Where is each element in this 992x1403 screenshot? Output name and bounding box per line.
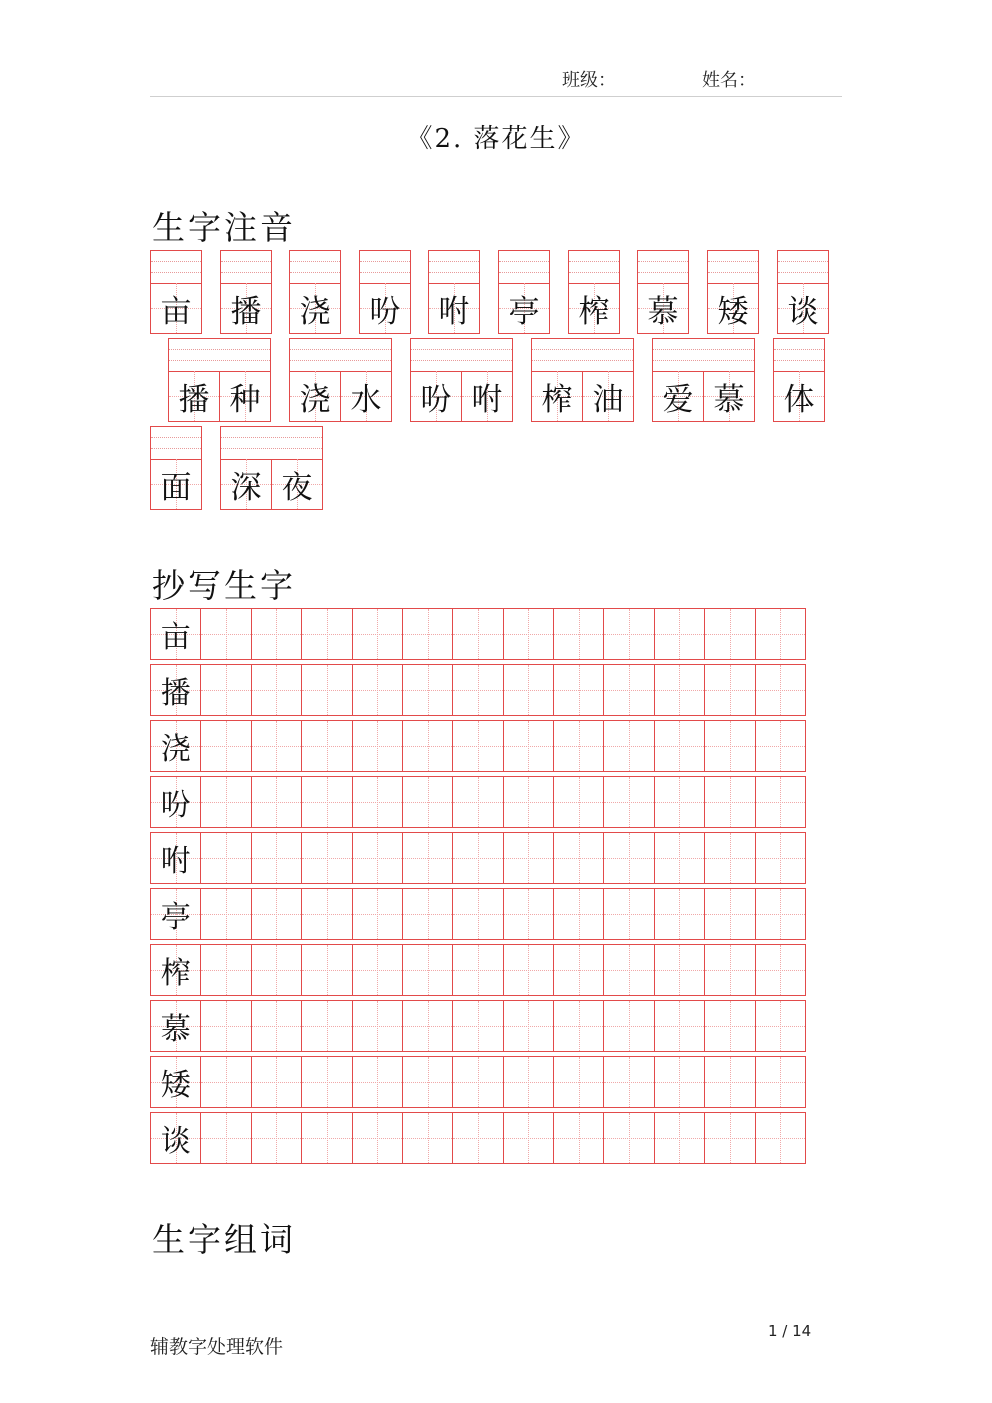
pinyin-box: [289, 338, 392, 422]
pinyin-box: [150, 426, 202, 510]
character: 榨: [541, 381, 573, 418]
model-character-cell: [150, 608, 201, 660]
model-character-cell: [150, 1000, 201, 1052]
pinyin-box: [531, 338, 634, 422]
practice-cell[interactable]: [704, 1056, 755, 1108]
pinyin-box: [168, 338, 271, 422]
character-cell: [703, 371, 754, 421]
header-divider: [150, 96, 842, 97]
practice-cell[interactable]: [251, 720, 302, 772]
character: 亩: [160, 293, 192, 330]
practice-cell[interactable]: [402, 1056, 453, 1108]
character-cell: [340, 371, 391, 421]
pinyin-writing-line[interactable]: [169, 339, 270, 372]
practice-cell[interactable]: [553, 720, 604, 772]
practice-cell[interactable]: [452, 1000, 503, 1052]
model-character-cell: [150, 944, 201, 996]
model-character: 播: [160, 676, 191, 711]
character-cell: [290, 283, 340, 333]
practice-cell[interactable]: [755, 1000, 806, 1052]
pinyin-writing-line[interactable]: [151, 251, 201, 284]
character: 夜: [281, 469, 313, 506]
pinyin-box: [220, 250, 272, 334]
practice-cell[interactable]: [603, 608, 654, 660]
practice-cell[interactable]: [251, 944, 302, 996]
practice-cell[interactable]: [654, 832, 705, 884]
pinyin-box: [498, 250, 550, 334]
character: 播: [178, 381, 210, 418]
section-heading-copy: 抄写生字: [152, 566, 296, 605]
practice-cell[interactable]: [402, 720, 453, 772]
character: 面: [160, 469, 192, 506]
pinyin-box: [707, 250, 759, 334]
practice-cell[interactable]: [654, 776, 705, 828]
practice-cell[interactable]: [654, 888, 705, 940]
character-cell: [582, 371, 633, 421]
practice-cell[interactable]: [452, 1112, 503, 1164]
model-character-cell: [150, 1112, 201, 1164]
practice-cell[interactable]: [402, 1112, 453, 1164]
pinyin-writing-line[interactable]: [360, 251, 410, 284]
practice-cell[interactable]: [654, 1056, 705, 1108]
practice-cell[interactable]: [704, 720, 755, 772]
pinyin-writing-line[interactable]: [653, 339, 754, 372]
model-character: 亭: [160, 900, 191, 935]
practice-cell[interactable]: [503, 1000, 554, 1052]
practice-cell[interactable]: [603, 1056, 654, 1108]
practice-cell[interactable]: [402, 608, 453, 660]
model-character: 浇: [160, 732, 191, 767]
practice-cell[interactable]: [251, 1112, 302, 1164]
practice-cell[interactable]: [654, 1000, 705, 1052]
practice-cell[interactable]: [603, 1112, 654, 1164]
character-cell: [151, 283, 201, 333]
practice-cell[interactable]: [503, 1056, 554, 1108]
character: 吩: [420, 381, 452, 418]
pinyin-writing-line[interactable]: [290, 251, 340, 284]
practice-cell[interactable]: [603, 888, 654, 940]
pinyin-box: [150, 250, 202, 334]
practice-cell[interactable]: [301, 1112, 352, 1164]
character: 吩: [369, 293, 401, 330]
character: 油: [592, 381, 624, 418]
practice-cell[interactable]: [704, 608, 755, 660]
model-character: 慕: [160, 1012, 191, 1047]
practice-cell[interactable]: [301, 832, 352, 884]
practice-cell[interactable]: [352, 1000, 403, 1052]
practice-cell[interactable]: [704, 1000, 755, 1052]
copy-row: [150, 776, 818, 828]
practice-cell[interactable]: [301, 1000, 352, 1052]
practice-cell[interactable]: [402, 1000, 453, 1052]
practice-cell[interactable]: [452, 888, 503, 940]
model-character: 吩: [160, 788, 191, 823]
practice-cell[interactable]: [654, 1112, 705, 1164]
practice-cell[interactable]: [553, 1112, 604, 1164]
section-heading-pinyin: 生字注音: [152, 208, 296, 247]
character-cell: [169, 371, 219, 421]
practice-cell[interactable]: [251, 832, 302, 884]
practice-cell[interactable]: [755, 1112, 806, 1164]
pinyin-writing-line[interactable]: [774, 339, 824, 372]
character: 深: [230, 469, 262, 506]
practice-cell[interactable]: [654, 608, 705, 660]
pinyin-writing-line[interactable]: [532, 339, 633, 372]
practice-cell[interactable]: [755, 608, 806, 660]
pinyin-box: [777, 250, 829, 334]
practice-cell[interactable]: [352, 720, 403, 772]
practice-cell[interactable]: [352, 776, 403, 828]
character-cell: [569, 283, 619, 333]
practice-cell[interactable]: [503, 832, 554, 884]
copy-row: [150, 1056, 818, 1108]
practice-cell[interactable]: [553, 944, 604, 996]
practice-cell[interactable]: [402, 888, 453, 940]
character: 播: [230, 293, 262, 330]
model-character-cell: [150, 776, 201, 828]
pinyin-writing-line[interactable]: [151, 427, 201, 460]
practice-cell[interactable]: [352, 832, 403, 884]
character: 种: [229, 381, 261, 418]
practice-cell[interactable]: [755, 664, 806, 716]
pinyin-writing-line[interactable]: [429, 251, 479, 284]
character-cell: [461, 371, 512, 421]
practice-cell[interactable]: [251, 1056, 302, 1108]
practice-cell[interactable]: [755, 888, 806, 940]
character: 咐: [438, 293, 470, 330]
character-cell: [271, 459, 322, 509]
practice-cell[interactable]: [704, 1112, 755, 1164]
practice-cell[interactable]: [654, 664, 705, 716]
practice-cell[interactable]: [755, 720, 806, 772]
practice-cell[interactable]: [704, 944, 755, 996]
practice-cell[interactable]: [251, 776, 302, 828]
character: 谈: [787, 293, 819, 330]
copy-row: [150, 664, 818, 716]
character: 榨: [578, 293, 610, 330]
practice-cell[interactable]: [402, 944, 453, 996]
practice-cell[interactable]: [301, 720, 352, 772]
practice-cell[interactable]: [603, 1000, 654, 1052]
practice-cell[interactable]: [301, 944, 352, 996]
character-cell: [708, 283, 758, 333]
copy-row: [150, 608, 818, 660]
model-character-cell: [150, 720, 201, 772]
practice-cell[interactable]: [452, 944, 503, 996]
model-character: 榨: [160, 956, 191, 991]
practice-cell[interactable]: [603, 944, 654, 996]
pinyin-box: [637, 250, 689, 334]
practice-cell[interactable]: [704, 664, 755, 716]
practice-cell[interactable]: [553, 608, 604, 660]
practice-cell[interactable]: [654, 944, 705, 996]
character-cell: [290, 371, 340, 421]
character-cell: [411, 371, 461, 421]
practice-cell[interactable]: [755, 832, 806, 884]
practice-cell[interactable]: [503, 720, 554, 772]
practice-cell[interactable]: [452, 608, 503, 660]
practice-cell[interactable]: [452, 664, 503, 716]
character-cell: [151, 459, 201, 509]
practice-cell[interactable]: [603, 832, 654, 884]
practice-cell[interactable]: [603, 720, 654, 772]
practice-cell[interactable]: [200, 832, 251, 884]
copy-row: [150, 720, 818, 772]
copy-row: [150, 944, 818, 996]
practice-cell[interactable]: [503, 664, 554, 716]
pinyin-writing-line[interactable]: [569, 251, 619, 284]
copy-row: [150, 1000, 818, 1052]
practice-cell[interactable]: [503, 944, 554, 996]
practice-cell[interactable]: [200, 888, 251, 940]
practice-cell[interactable]: [352, 608, 403, 660]
character-cell: [778, 283, 828, 333]
character: 亭: [508, 293, 540, 330]
character-cell: [221, 283, 271, 333]
practice-cell[interactable]: [301, 664, 352, 716]
character: 爱: [662, 381, 694, 418]
practice-cell[interactable]: [200, 776, 251, 828]
model-character-cell: [150, 888, 201, 940]
practice-cell[interactable]: [402, 832, 453, 884]
practice-cell[interactable]: [352, 944, 403, 996]
pinyin-box: [220, 426, 323, 510]
practice-cell[interactable]: [251, 664, 302, 716]
character-cell: [532, 371, 582, 421]
character-cell: [638, 283, 688, 333]
pinyin-writing-line[interactable]: [708, 251, 758, 284]
practice-cell[interactable]: [603, 664, 654, 716]
practice-cell[interactable]: [654, 720, 705, 772]
pinyin-box: [652, 338, 755, 422]
footer-software-name: 辅教字处理软件: [150, 1336, 284, 1358]
character: 慕: [713, 381, 745, 418]
practice-cell[interactable]: [553, 832, 604, 884]
practice-cell[interactable]: [603, 776, 654, 828]
name-label: 姓名：: [702, 70, 756, 91]
practice-cell[interactable]: [503, 776, 554, 828]
character-cell: [221, 459, 271, 509]
practice-cell[interactable]: [553, 888, 604, 940]
practice-cell[interactable]: [251, 1000, 302, 1052]
practice-cell[interactable]: [301, 608, 352, 660]
practice-cell[interactable]: [755, 944, 806, 996]
model-character-cell: [150, 1056, 201, 1108]
practice-cell[interactable]: [503, 888, 554, 940]
character-cell: [429, 283, 479, 333]
model-character: 谈: [160, 1124, 191, 1159]
practice-cell[interactable]: [553, 1000, 604, 1052]
pinyin-box: [410, 338, 513, 422]
practice-cell[interactable]: [452, 832, 503, 884]
practice-cell[interactable]: [402, 776, 453, 828]
practice-cell[interactable]: [352, 1112, 403, 1164]
model-character-cell: [150, 832, 201, 884]
practice-cell[interactable]: [352, 1056, 403, 1108]
practice-cell[interactable]: [503, 1112, 554, 1164]
character: 矮: [717, 293, 749, 330]
pinyin-writing-line[interactable]: [499, 251, 549, 284]
practice-cell[interactable]: [402, 664, 453, 716]
pinyin-box: [773, 338, 825, 422]
practice-cell[interactable]: [553, 776, 604, 828]
pinyin-writing-line[interactable]: [411, 339, 512, 372]
class-label: 班级：: [562, 70, 616, 91]
practice-cell[interactable]: [251, 608, 302, 660]
practice-cell[interactable]: [755, 776, 806, 828]
pinyin-writing-line[interactable]: [778, 251, 828, 284]
practice-cell[interactable]: [200, 1112, 251, 1164]
pinyin-writing-line[interactable]: [638, 251, 688, 284]
character: 体: [783, 381, 815, 418]
practice-cell[interactable]: [704, 832, 755, 884]
practice-cell[interactable]: [200, 1000, 251, 1052]
copy-row: [150, 1112, 818, 1164]
practice-cell[interactable]: [704, 888, 755, 940]
practice-cell[interactable]: [352, 664, 403, 716]
copy-row: [150, 888, 818, 940]
model-character: 咐: [160, 844, 191, 879]
character-cell: [360, 283, 410, 333]
practice-cell[interactable]: [352, 888, 403, 940]
practice-cell[interactable]: [200, 1056, 251, 1108]
practice-cell[interactable]: [503, 608, 554, 660]
pinyin-writing-line[interactable]: [221, 251, 271, 284]
practice-cell[interactable]: [452, 776, 503, 828]
character: 浇: [299, 293, 331, 330]
character-cell: [653, 371, 703, 421]
practice-cell[interactable]: [200, 664, 251, 716]
character: 水: [350, 381, 382, 418]
practice-cell[interactable]: [251, 888, 302, 940]
practice-cell[interactable]: [301, 1056, 352, 1108]
character: 浇: [299, 381, 331, 418]
section-heading-words: 生字组词: [152, 1220, 296, 1259]
character-cell: [774, 371, 824, 421]
practice-cell[interactable]: [301, 776, 352, 828]
pinyin-writing-line[interactable]: [290, 339, 391, 372]
pinyin-box: [359, 250, 411, 334]
practice-cell[interactable]: [200, 720, 251, 772]
practice-cell[interactable]: [553, 1056, 604, 1108]
practice-cell[interactable]: [553, 664, 604, 716]
pinyin-writing-line[interactable]: [221, 427, 322, 460]
practice-cell[interactable]: [200, 944, 251, 996]
page-number: 1 / 14: [768, 1322, 812, 1340]
model-character-cell: [150, 664, 201, 716]
page-title: 《2. 落花生》: [406, 124, 586, 154]
practice-cell[interactable]: [452, 1056, 503, 1108]
practice-cell[interactable]: [755, 1056, 806, 1108]
character-cell: [499, 283, 549, 333]
character-cell: [219, 371, 270, 421]
practice-cell[interactable]: [301, 888, 352, 940]
practice-cell[interactable]: [200, 608, 251, 660]
pinyin-box: [289, 250, 341, 334]
model-character: 矮: [160, 1068, 191, 1103]
practice-cell[interactable]: [452, 720, 503, 772]
practice-cell[interactable]: [704, 776, 755, 828]
copy-row: [150, 832, 818, 884]
pinyin-box: [428, 250, 480, 334]
pinyin-box: [568, 250, 620, 334]
character: 慕: [647, 293, 679, 330]
model-character: 亩: [160, 620, 191, 655]
character: 咐: [471, 381, 503, 418]
